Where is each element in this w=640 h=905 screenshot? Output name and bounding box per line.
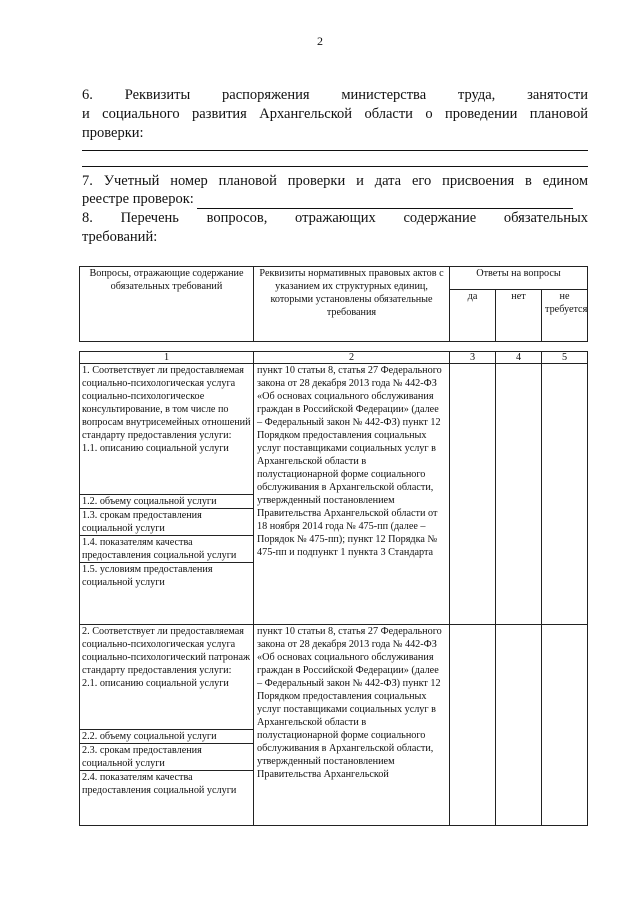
group2-item-3: 2.3. срокам предоставления социальной услуги — [80, 744, 253, 771]
group1-intro: 1. Соответствует ли предоставляемая социально-психологическая услуга социально-психологическое консультирование, в том числе по вопросам внутрисемейных отношений стандарту предоставления услуги: 1.1. описанию социальной услуги — [80, 364, 253, 495]
group2-answer-not-required[interactable] — [542, 625, 588, 826]
col-num-2: 2 — [254, 352, 450, 364]
group1-references: пункт 10 статьи 8, статья 27 Федерального закона от 28 декабря 2013 года № 442-ФЗ «Об основах социального обслуживания граждан в Российской Федерации» (далее – Федеральный закон № 442-ФЗ) пункт 12 Порядком предоставления социальных услуг поставщиками социальных услуг в Архангельской области в полустационарной форме социального обслуживания в Архангельской области, утвержденный постановлением Правительства Архангельской области от 18 ноября 2014 года № 475-пп (далее – Порядок № 475-пп); пункт 12 Порядка № 475-пп и подпункт 1 пункта 3 Стандарта — [254, 364, 450, 625]
group2-intro: 2. Соответствует ли предоставляемая социально-психологическая услуга социально-психологический патронаж стандарту предоставления услуги: 2.1. описанию социальной услуги — [80, 625, 253, 730]
col-num-4: 4 — [496, 352, 542, 364]
questions-table — [79, 351, 588, 826]
header-answers: Ответы на вопросы — [450, 267, 588, 290]
p8-line1: 8. Перечень вопросов, отражающих содержание обязательных — [82, 210, 588, 226]
group1-item-2: 1.2. объему социальной услуги — [80, 495, 253, 509]
group1-answer-no[interactable] — [496, 364, 542, 625]
group2-answer-no[interactable] — [496, 625, 542, 826]
group1-answer-not-required[interactable] — [542, 364, 588, 625]
header-table — [79, 266, 588, 342]
group2-references: пункт 10 статьи 8, статья 27 Федерального закона от 28 декабря 2013 года № 442-ФЗ «Об основах социального обслуживания граждан в Российской Федерации» (далее – Федеральный закон № 442-ФЗ) пункт 12 Порядком предоставления социальных услуг поставщиками социальных услуг в Архангельской области в полустационарной форме социального обслуживания в Архангельской области, утвержденный постановлением Правительства Архангельской — [254, 625, 450, 826]
p7-line2: реестре проверок: — [82, 191, 194, 207]
group2-answer-yes[interactable] — [450, 625, 496, 826]
p7-line2-wrap — [82, 190, 588, 209]
group1-answer-yes[interactable] — [450, 364, 496, 625]
group1-questions — [80, 364, 254, 625]
fill-line-1 — [82, 150, 588, 151]
table-row — [80, 364, 588, 625]
header-references: Реквизиты нормативных правовых актов с указанием их структурных единиц, которыми установлены обязательные требования — [254, 267, 450, 342]
header-not-required: не требуется — [542, 290, 588, 342]
table-row — [80, 625, 588, 826]
group2-item-2: 2.2. объему социальной услуги — [80, 730, 253, 744]
group1-item-3: 1.3. срокам предоставления социальной услуги — [80, 509, 253, 536]
col-num-3: 3 — [450, 352, 496, 364]
group2-questions — [80, 625, 254, 826]
header-no: нет — [496, 290, 542, 342]
page-number: 2 — [317, 34, 323, 48]
header-yes: да — [450, 290, 496, 342]
p7-line1: 7. Учетный номер плановой проверки и дата его присвоения в едином — [82, 173, 588, 189]
p8-line2: требований: — [82, 229, 158, 245]
p6-line1: 6. Реквизиты распоряжения министерства труда, занятости — [82, 87, 588, 103]
column-numbers-row — [80, 352, 588, 364]
fill-line-2 — [82, 166, 588, 167]
col-num-5: 5 — [542, 352, 588, 364]
p6-line3: проверки: — [82, 125, 144, 141]
group1-item-4: 1.4. показателям качества предоставления социальной услуги — [80, 536, 253, 563]
col-num-1: 1 — [80, 352, 254, 364]
p6-line2: и социального развития Архангельской области о проведении плановой — [82, 106, 588, 122]
group1-item-5: 1.5. условиям предоставления социальной услуги — [82, 564, 213, 588]
group2-item-4: 2.4. показателям качества предоставления социальной услуги — [82, 772, 237, 796]
registry-number-field — [197, 194, 573, 209]
header-questions: Вопросы, отражающие содержание обязательных требований — [80, 267, 254, 342]
